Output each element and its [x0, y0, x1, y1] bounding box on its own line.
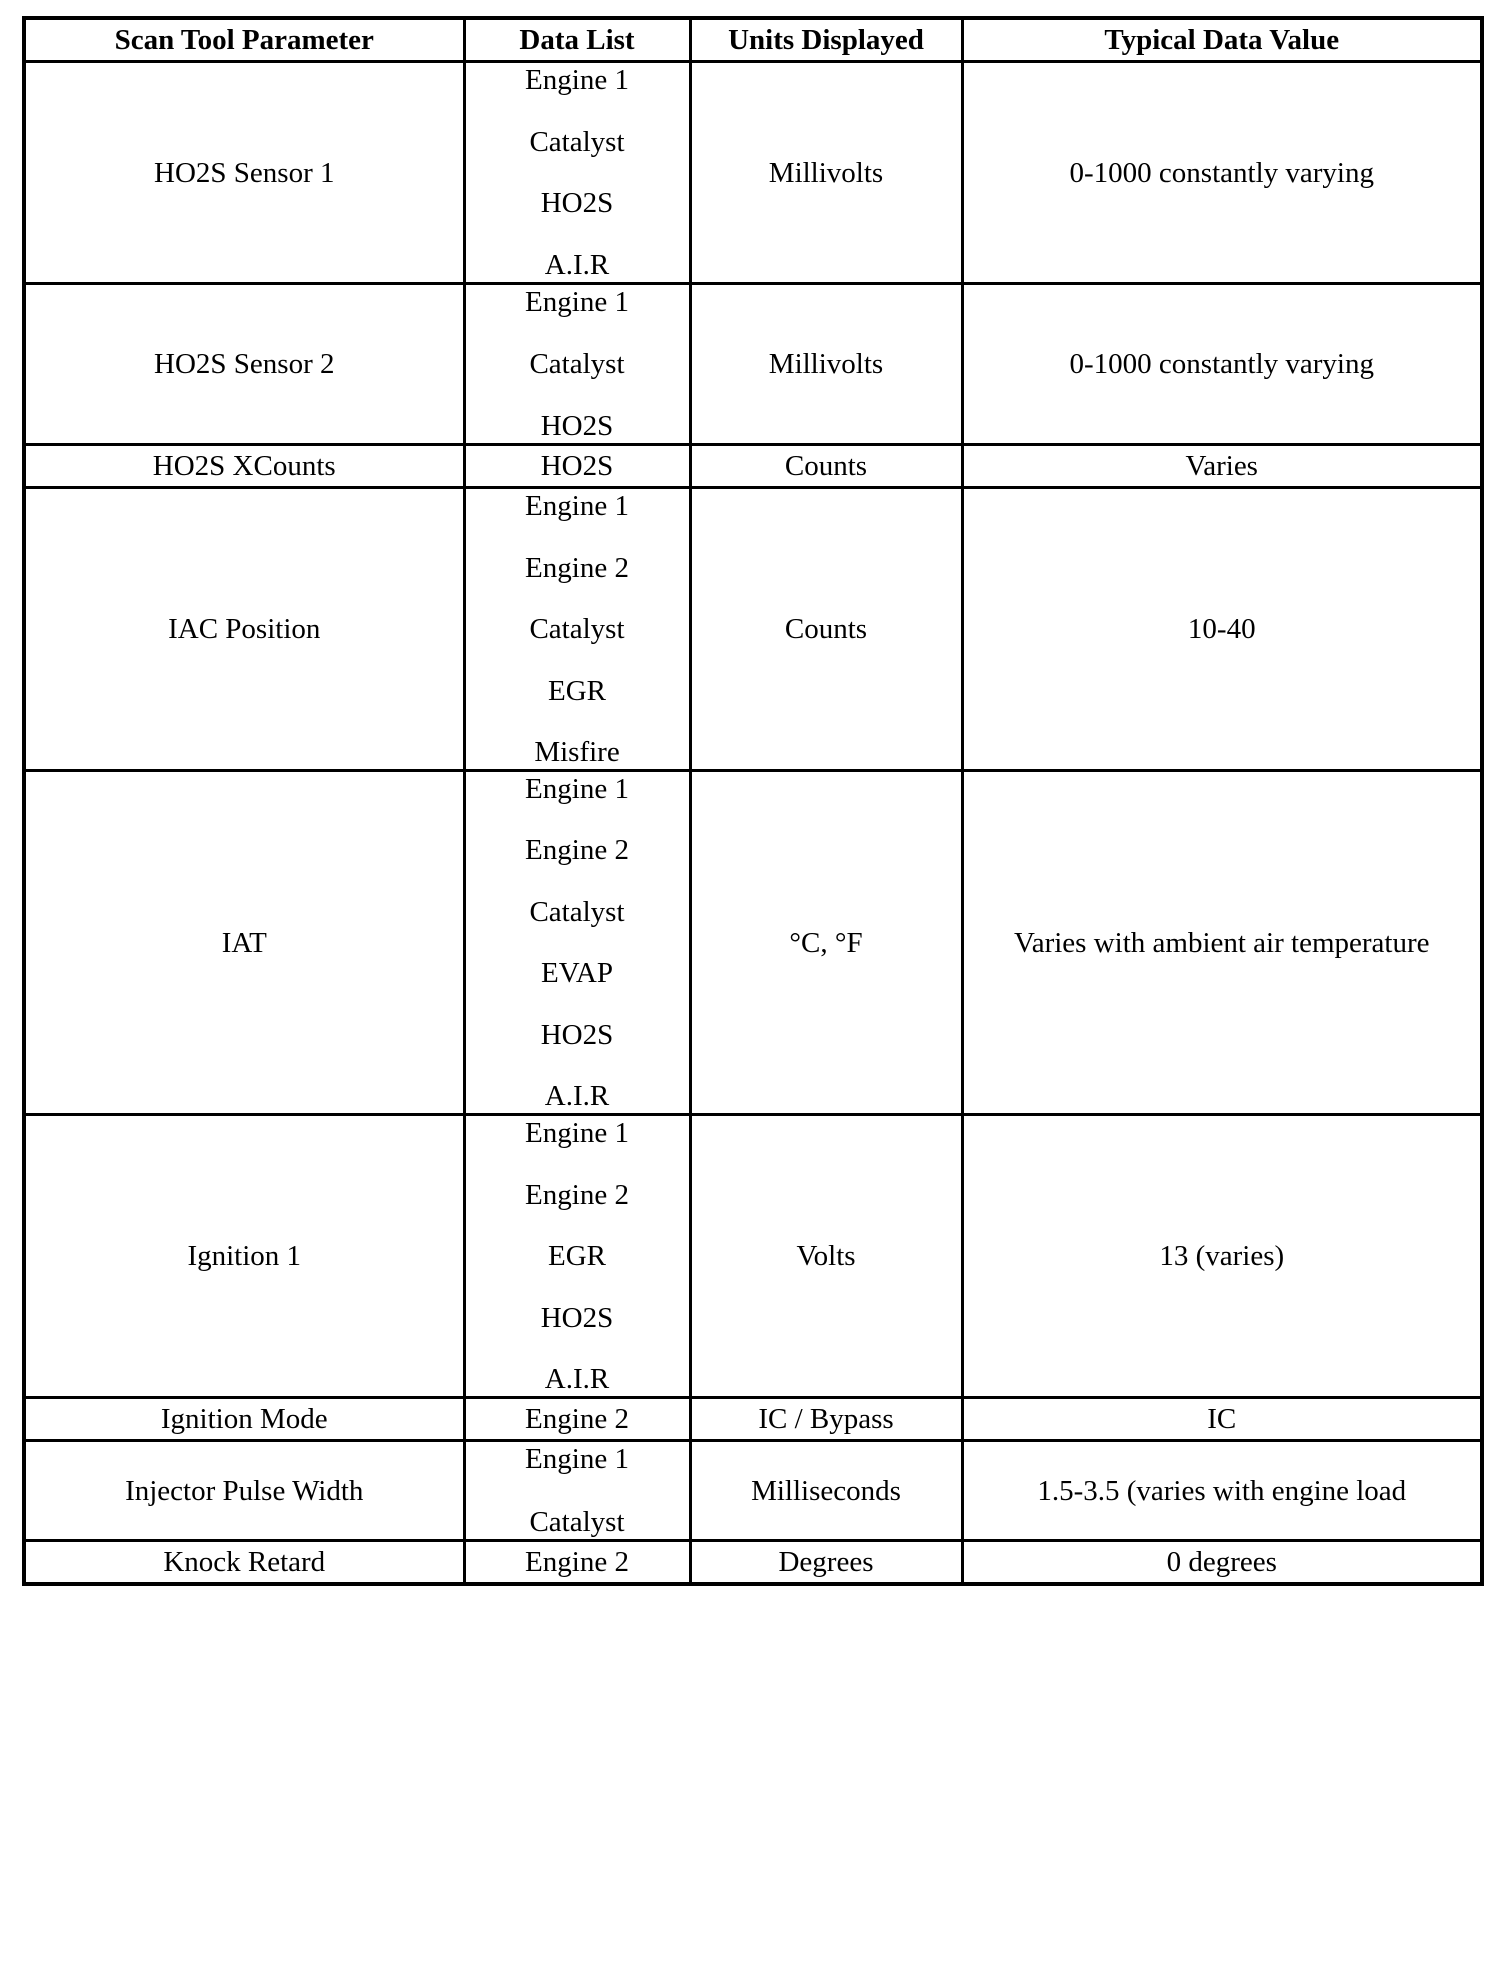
cell-data-list: HO2S	[464, 445, 690, 488]
header-typical-data-value: Typical Data Value	[962, 18, 1482, 62]
cell-parameter: HO2S XCounts	[24, 445, 464, 488]
cell-parameter: Ignition 1	[24, 1115, 464, 1398]
data-list-item: Engine 1	[525, 286, 629, 318]
cell-parameter: Knock Retard	[24, 1541, 464, 1585]
table-row	[24, 1398, 1482, 1441]
data-list-item: A.I.R	[544, 248, 610, 281]
data-list-item: Engine 1	[525, 1443, 629, 1475]
cell-parameter: Ignition Mode	[24, 1398, 464, 1441]
cell-parameter: Injector Pulse Width	[24, 1441, 464, 1541]
data-list-item: Catalyst	[529, 348, 625, 380]
cell-units: Millivolts	[690, 62, 962, 284]
cell-data-list: Engine 2	[464, 1398, 690, 1441]
table-body	[24, 62, 1482, 1585]
table-row	[24, 771, 1482, 1115]
data-list-item: Catalyst	[529, 895, 625, 928]
cell-data-list	[464, 62, 690, 284]
data-list-item: Engine 2	[525, 551, 629, 584]
data-list-item: Catalyst	[529, 613, 625, 645]
data-list-item: Engine 2	[525, 834, 629, 867]
cell-typical-value: 0-1000 constantly varying	[962, 284, 1482, 445]
document-page	[22, 16, 1484, 1586]
table-row	[24, 1541, 1482, 1585]
cell-typical-value: 1.5-3.5 (varies with engine load	[962, 1441, 1482, 1541]
cell-typical-value: Varies	[962, 445, 1482, 488]
data-list-item: Catalyst	[529, 1506, 625, 1538]
table-row	[24, 445, 1482, 488]
data-list-item: EGR	[548, 674, 606, 707]
header-data-list: Data List	[464, 18, 690, 62]
cell-typical-value: 13 (varies)	[962, 1115, 1482, 1398]
cell-units: Millivolts	[690, 284, 962, 445]
data-list-item: HO2S	[540, 1018, 614, 1051]
header-units-displayed: Units Displayed	[690, 18, 962, 62]
data-list-item: Engine 2	[525, 1178, 629, 1211]
cell-parameter: IAT	[24, 771, 464, 1115]
cell-data-list	[464, 771, 690, 1115]
cell-typical-value: 10-40	[962, 488, 1482, 771]
table-row	[24, 284, 1482, 445]
header-scan-tool-parameter: Scan Tool Parameter	[24, 18, 464, 62]
cell-units: Milliseconds	[690, 1441, 962, 1541]
cell-parameter: HO2S Sensor 2	[24, 284, 464, 445]
cell-data-list	[464, 488, 690, 771]
data-list-item: Engine 1	[525, 490, 629, 522]
cell-units: IC / Bypass	[690, 1398, 962, 1441]
scan-tool-parameter-table	[22, 16, 1484, 1586]
data-list-item: A.I.R	[544, 1079, 610, 1112]
cell-units: Counts	[690, 445, 962, 488]
cell-parameter: HO2S Sensor 1	[24, 62, 464, 284]
cell-data-list	[464, 284, 690, 445]
data-list-item: EVAP	[541, 957, 613, 990]
data-list-item: EGR	[548, 1240, 606, 1272]
cell-data-list: Engine 2	[464, 1541, 690, 1585]
cell-parameter: IAC Position	[24, 488, 464, 771]
cell-units: Counts	[690, 488, 962, 771]
data-list-item: Misfire	[534, 736, 620, 768]
cell-typical-value: IC	[962, 1398, 1482, 1441]
table-header-row	[24, 18, 1482, 62]
cell-units: °C, °F	[690, 771, 962, 1115]
table-row	[24, 488, 1482, 771]
cell-typical-value: 0 degrees	[962, 1541, 1482, 1585]
data-list-item: HO2S	[540, 410, 614, 442]
cell-typical-value: 0-1000 constantly varying	[962, 62, 1482, 284]
data-list-item: Engine 1	[525, 773, 629, 805]
table-row	[24, 62, 1482, 284]
cell-typical-value: Varies with ambient air temperature	[962, 771, 1482, 1115]
cell-data-list	[464, 1441, 690, 1541]
data-list-item: HO2S	[540, 187, 614, 220]
table-row	[24, 1115, 1482, 1398]
cell-data-list	[464, 1115, 690, 1398]
cell-units: Degrees	[690, 1541, 962, 1585]
data-list-item: Engine 1	[525, 1117, 629, 1149]
data-list-item: Engine 1	[525, 64, 629, 96]
table-row	[24, 1441, 1482, 1541]
cell-units: Volts	[690, 1115, 962, 1398]
data-list-item: A.I.R	[544, 1363, 610, 1395]
data-list-item: Catalyst	[529, 125, 625, 158]
data-list-item: HO2S	[540, 1301, 614, 1334]
